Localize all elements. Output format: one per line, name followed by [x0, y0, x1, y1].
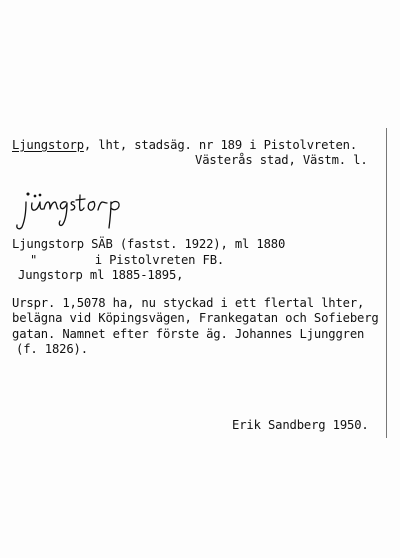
- entry-line-1: Ljungstorp SÄB (fastst. 1922), ml 1880: [12, 237, 286, 251]
- header-rest: , lht, stadsäg. nr 189 i Pistolvreten.: [83, 138, 357, 152]
- description-line-2: belägna vid Köpingsvägen, Frankegatan och Sofieberg: [12, 311, 379, 325]
- headword: Ljungstorp: [12, 138, 84, 152]
- description-line-1: Urspr. 1,5078 ha, nu styckad i ett flertal lhter,: [12, 296, 365, 310]
- description-line-4: (f. 1826).: [16, 342, 88, 356]
- signature: Erik Sandberg 1950.: [232, 418, 369, 432]
- handwritten-annotation: [14, 186, 164, 232]
- header-line: [12, 138, 357, 152]
- entry-line-3: Jungstorp ml 1885-1895,: [18, 268, 184, 282]
- description-line-3: gatan. Namnet efter förste äg. Johannes Ljunggren: [12, 327, 365, 341]
- entry-line-2: " i Pistolvreten FB.: [30, 253, 225, 267]
- location-line: Västerås stad, Västm. l.: [195, 153, 368, 167]
- card-edge: [386, 128, 387, 438]
